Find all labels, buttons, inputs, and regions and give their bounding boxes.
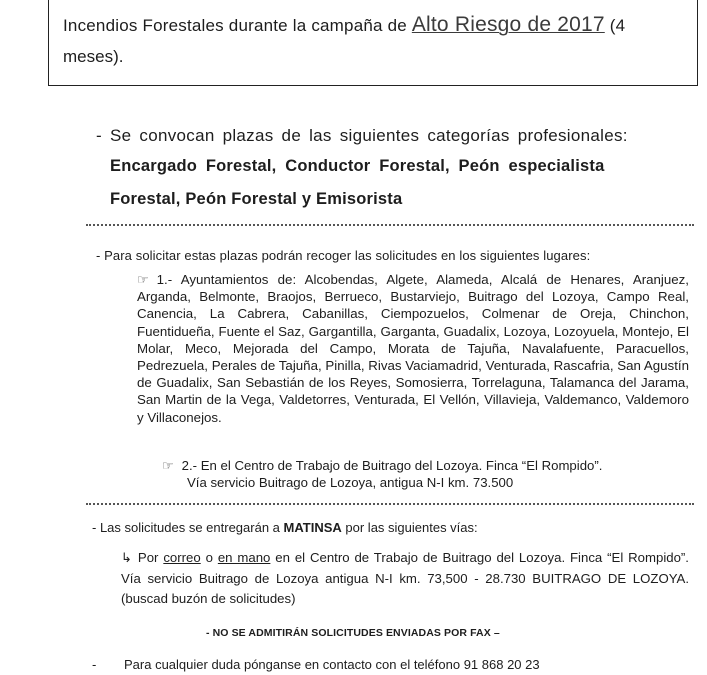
method-mail: correo xyxy=(163,550,201,565)
categories-line-1: Encargado Forestal, Conductor Forestal, Peón especialista xyxy=(110,157,605,175)
no-fax-notice: - NO SE ADMITIRÁN SOLICITUDES ENVIADAS POR FAX – xyxy=(206,627,500,639)
method-rest: en el Centro de Trabajo de Buitrago del Lozoya. Finca “El Rompido”. Vía servicio Buitrago de Lozoya antigua N-I km. 73,500 - 28.730 BUITRAGO DE LOZOYA. (buscad buzón de solicitudes) xyxy=(121,550,689,606)
header-line-2-end: (4 xyxy=(609,16,626,35)
method-hand: en mano xyxy=(217,550,271,565)
categories-intro: - Se convocan plazas de las siguientes categorías profesionales: xyxy=(96,126,628,145)
company-name: MATINSA xyxy=(283,520,342,535)
location-item-1-number: 1.- xyxy=(156,272,173,287)
handwritten-campaign: Alto Riesgo de 2017 xyxy=(411,13,605,36)
location-item-1-text: Ayuntamientos de: Alcobendas, Algete, Alameda, Alcalá de Henares, Aranjuez, Arganda, Belmonte, Braojos, Berrueco, Bustarviejo, Buitrago del Lozoya, Campo Real, Canencia, La Cabrera, Cabanillas, Ciempozuelos, Colmenar de Oreja, Chinchon, Fuentidueña, Fuente el Saz, Gargantilla, Garganta, Guadalix, Lozoya, Lozoyuela, Montejo, El Molar, Meco, Mejorada del Campo, Morata de Tajuña, Navalafuente, Paracuellos, Pedrezuela, Perales de Tajuña, Pinilla, Rivas Vaciamadrid, Venturada, Rascafria, San Agustín de Guadalix, San Sebastián de los Reyes, Somosierra, Torrelaguna, Talamanca del Jarama, San Martin de la Vega, Valdetorres, Venturada, El Vellón, Villavieja, Valdemanco, Valdemoro y Villaconejos. xyxy=(137,272,689,425)
method-or: o xyxy=(205,550,213,565)
location-item-2 xyxy=(162,457,602,491)
categories-line-2: Forestal, Peón Forestal y Emisorista xyxy=(110,190,403,208)
delivery-intro-start: - Las solicitudes se entregarán a xyxy=(92,520,280,535)
delivery-intro-end: por las siguientes vías: xyxy=(345,520,478,535)
dotted-divider xyxy=(86,224,694,226)
dotted-divider xyxy=(86,503,694,505)
header-line-2 xyxy=(63,13,625,37)
delivery-intro xyxy=(92,520,478,535)
header-box xyxy=(48,0,698,86)
pointing-hand-icon: ☞ xyxy=(162,458,174,473)
pointing-hand-icon: ☞ xyxy=(137,272,149,287)
contact-text: Para cualquier duda pónganse en contacto con el teléfono 91 868 20 23 xyxy=(124,657,540,672)
locations-intro: - Para solicitar estas plazas podrán recoger las solicitudes en los siguientes lugares: xyxy=(96,248,591,263)
method-pre: Por xyxy=(137,550,159,565)
header-line-3: meses). xyxy=(63,47,124,66)
location-item-2-line-2: Vía servicio Buitrago de Lozoya, antigua N-I km. 73.500 xyxy=(187,475,514,490)
hooked-arrow-icon: ↳ xyxy=(121,550,132,565)
location-item-2-line-1: En el Centro de Trabajo de Buitrago del Lozoya. Finca “El Rompido”. xyxy=(200,458,603,473)
contact-line xyxy=(92,657,540,672)
location-item-2-number: 2.- xyxy=(181,458,198,473)
header-line-2-start: Incendios Forestales durante la campaña de xyxy=(63,16,407,35)
contact-dash: - xyxy=(92,657,97,672)
location-item-1 xyxy=(137,271,689,426)
delivery-method xyxy=(121,548,689,610)
